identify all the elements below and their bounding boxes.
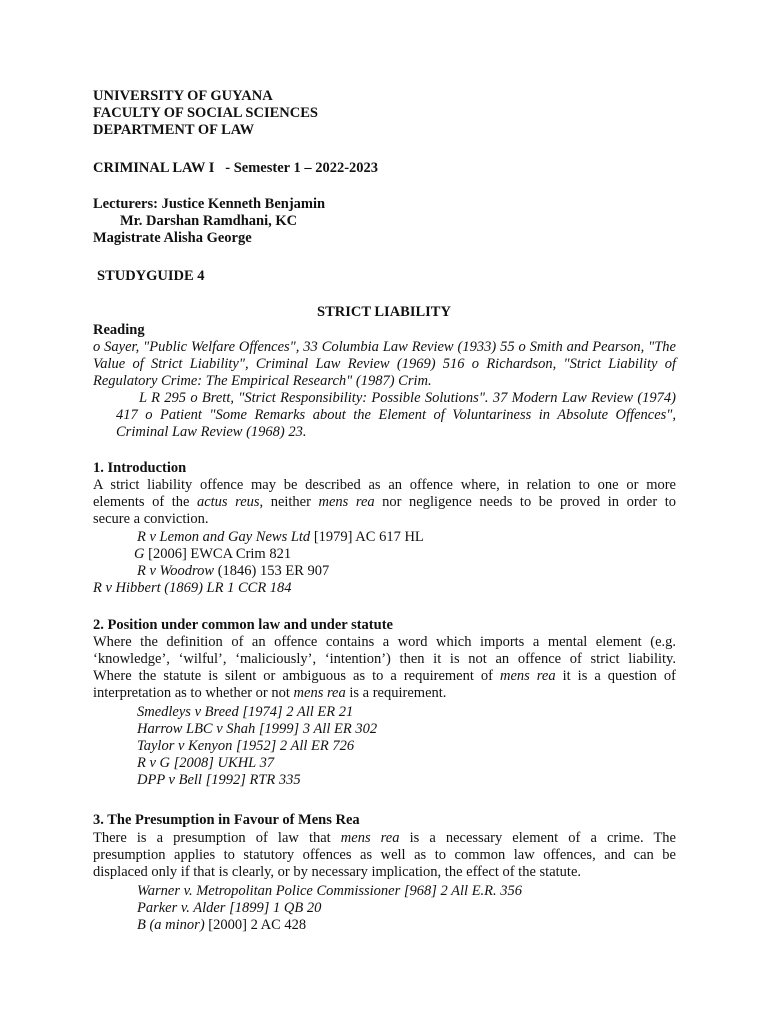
reading-list	[93, 339, 676, 441]
lecturers-block	[93, 196, 675, 247]
paragraph-line: elements of the actus reus, neither mens rea nor negligence needs to be proved in order to	[93, 494, 676, 510]
section-3-heading: 3. The Presumption in Favour of Mens Rea	[93, 812, 360, 828]
paragraph-line: displaced only if that is clearly, or by necessary implication, the effect of the statute.	[93, 864, 582, 880]
section-2-cases	[93, 704, 675, 789]
topic-title: STRICT LIABILITY	[317, 304, 451, 320]
institution-header	[93, 88, 675, 139]
paragraph-line: Where the definition of an offence contains a word which imports a mental element (e.g.	[93, 634, 676, 650]
section-1-paragraph	[93, 477, 676, 528]
case-citation: G [2006] EWCA Crim 821	[134, 546, 292, 562]
section-2-heading: 2. Position under common law and under statute	[93, 617, 393, 633]
paragraph-line: ‘knowledge’, ‘wilful’, ‘maliciously’, ‘intention’) then it is not an offence of strict liability.	[93, 651, 676, 667]
reading-line: Value of Strict Liability", Criminal Law Review (1969) 516 o Richardson, "Strict Liability of	[93, 356, 676, 372]
paragraph-line: interpretation as to whether or not mens rea is a requirement.	[93, 685, 447, 701]
case-citation: Parker v. Alder [1899] 1 QB 20	[137, 900, 322, 916]
case-citation: R v Hibbert (1869) LR 1 CCR 184	[93, 580, 292, 596]
case-citation: B (a minor) [2000] 2 AC 428	[137, 917, 307, 933]
reading-line: o Sayer, "Public Welfare Offences", 33 Columbia Law Review (1933) 55 o Smith and Pearson, "The	[93, 339, 676, 355]
paragraph-line: A strict liability offence may be described as an offence where, in relation to one or more	[93, 477, 676, 493]
case-citation: Warner v. Metropolitan Police Commissioner [968] 2 All E.R. 356	[137, 883, 523, 899]
case-citation: Smedleys v Breed [1974] 2 All ER 21	[137, 704, 354, 720]
lecturer-line-3: Magistrate Alisha George	[93, 230, 252, 246]
section-1-heading: 1. Introduction	[93, 460, 187, 476]
paragraph-line: secure a conviction.	[93, 511, 209, 527]
course-title: CRIMINAL LAW I - Semester 1 – 2022-2023	[93, 160, 379, 176]
section-3-cases	[93, 883, 675, 934]
university-name: UNIVERSITY OF GUYANA	[93, 88, 273, 104]
paragraph-line: Where the statute is silent or ambiguous as to a requirement of mens rea it is a question of	[93, 668, 676, 684]
section-2-paragraph	[93, 634, 676, 702]
section-1-cases	[93, 529, 675, 597]
reading-line: 417 o Patient "Some Remarks about the Element of Voluntariness in Absolute Offences",	[116, 407, 676, 423]
lecturer-line-1: Lecturers: Justice Kenneth Benjamin	[93, 196, 326, 212]
reading-line: L R 295 o Brett, "Strict Responsibility: Possible Solutions". 37 Modern Law Review (1974)	[139, 390, 676, 406]
studyguide-label: STUDYGUIDE 4	[97, 268, 205, 284]
faculty-name: FACULTY OF SOCIAL SCIENCES	[93, 105, 318, 121]
paragraph-line: presumption applies to statutory offences as well as to common law offences, and can be	[93, 847, 676, 863]
case-citation: Taylor v Kenyon [1952] 2 All ER 726	[137, 738, 355, 754]
reading-heading: Reading	[93, 322, 145, 338]
case-citation: R v Lemon and Gay News Ltd [1979] AC 617 HL	[137, 529, 424, 545]
paragraph-line: There is a presumption of law that mens rea is a necessary element of a crime. The	[93, 830, 676, 846]
reading-line: Criminal Law Review (1968) 23.	[116, 424, 307, 440]
case-citation: Harrow LBC v Shah [1999] 3 All ER 302	[137, 721, 378, 737]
department-name: DEPARTMENT OF LAW	[93, 122, 255, 138]
lecturer-line-2: Mr. Darshan Ramdhani, KC	[120, 213, 298, 229]
section-3-paragraph	[93, 830, 676, 881]
case-citation: R v G [2008] UKHL 37	[137, 755, 275, 771]
reading-line: Regulatory Crime: The Empirical Research" (1987) Crim.	[93, 373, 432, 389]
case-citation: DPP v Bell [1992] RTR 335	[137, 772, 301, 788]
case-citation: R v Woodrow (1846) 153 ER 907	[137, 563, 330, 579]
